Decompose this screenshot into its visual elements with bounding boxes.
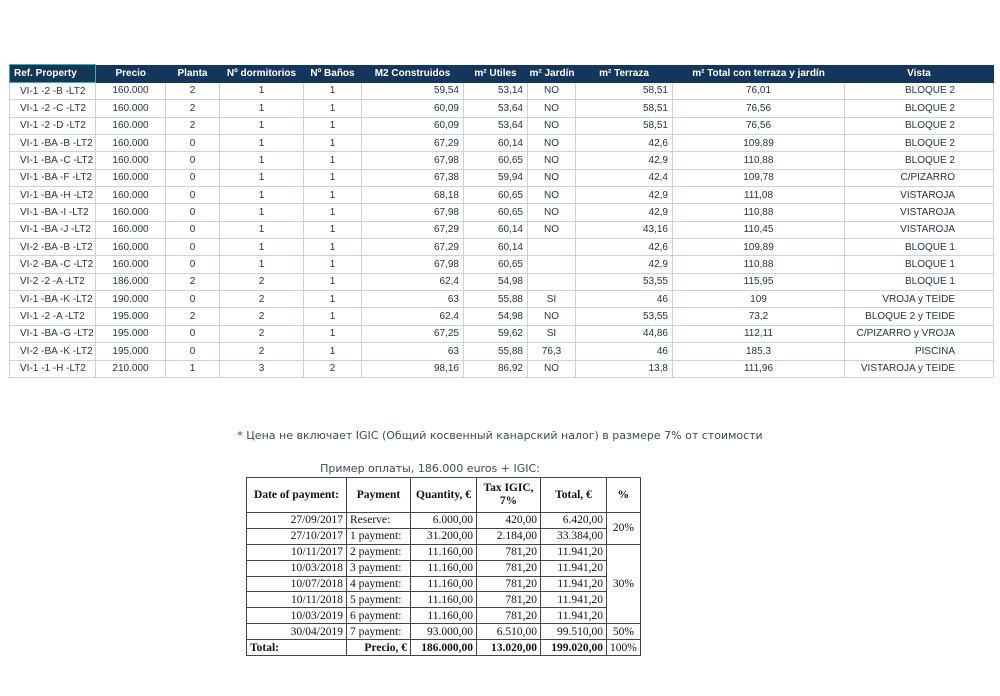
table-cell: 68,18	[362, 187, 464, 204]
table-cell: 1	[304, 169, 362, 186]
column-header: Quantity, €	[411, 478, 477, 513]
column-header: Nº dormitorios	[220, 65, 304, 83]
total-cell: 186.000,00	[411, 640, 477, 656]
table-cell: VI-1 -BA -I -LT2	[10, 204, 96, 221]
table-cell: 67,38	[362, 169, 464, 186]
table-cell: VISTAROJA	[845, 187, 994, 204]
column-header: Precio	[96, 65, 166, 83]
table-cell: 59,62	[464, 325, 528, 342]
percent-cell: 30%	[607, 544, 641, 623]
table-cell: 1	[304, 256, 362, 273]
table-cell: 11.941,20	[541, 560, 607, 576]
table-cell: 76,56	[673, 117, 845, 134]
table-cell: NO	[528, 204, 576, 221]
table-row	[10, 204, 994, 221]
table-row	[10, 343, 994, 360]
table-cell: 11.160,00	[411, 560, 477, 576]
table-cell: 99.510,00	[541, 624, 607, 640]
table-cell: 54,98	[464, 273, 528, 290]
table-cell: 2	[166, 100, 220, 117]
table-cell: 6.420,00	[541, 513, 607, 529]
table-cell: 76,01	[673, 83, 845, 100]
table-cell: VI-2 -BA -K -LT2	[10, 343, 96, 360]
total-cell: 199.020,00	[541, 640, 607, 656]
table-cell: 110,88	[673, 204, 845, 221]
table-row	[247, 560, 641, 576]
table-cell: VI-1 -BA -K -LT2	[10, 291, 96, 308]
table-row	[10, 221, 994, 238]
column-header: Total, €	[541, 478, 607, 513]
table-cell: 2	[166, 83, 220, 100]
table-cell: 67,29	[362, 135, 464, 152]
table-cell: 110,88	[673, 152, 845, 169]
table-cell: 11.941,20	[541, 544, 607, 560]
table-cell: 73,2	[673, 308, 845, 325]
table-cell: NO	[528, 308, 576, 325]
table-cell: C/PIZARRO	[845, 169, 994, 186]
column-header: m² Terraza	[576, 65, 673, 83]
table-cell: 67,98	[362, 152, 464, 169]
table-cell: 1	[304, 135, 362, 152]
total-cell: 100%	[607, 640, 641, 656]
table-cell: 195.000	[96, 325, 166, 342]
table-cell: 781,20	[477, 560, 541, 576]
table-cell: 2	[166, 273, 220, 290]
table-cell: 67,29	[362, 221, 464, 238]
table-cell: 11.160,00	[411, 608, 477, 624]
table-cell: 67,98	[362, 204, 464, 221]
table-cell: 60,65	[464, 152, 528, 169]
table-cell: 1	[220, 239, 304, 256]
table-cell: 2	[220, 273, 304, 290]
table-cell: 60,65	[464, 187, 528, 204]
table-cell: NO	[528, 83, 576, 100]
table-cell: 0	[166, 204, 220, 221]
table-cell: 160.000	[96, 100, 166, 117]
table-row	[247, 624, 641, 640]
table-cell: 53,64	[464, 100, 528, 117]
table-cell: 0	[166, 343, 220, 360]
table-cell: 11.941,20	[541, 592, 607, 608]
table-cell: 46	[576, 291, 673, 308]
table-cell: 0	[166, 169, 220, 186]
table-cell: 190.000	[96, 291, 166, 308]
table-cell: VI-2 -2 -A -LT2	[10, 273, 96, 290]
table-cell: 109,89	[673, 239, 845, 256]
column-header: Tax IGIC, 7%	[477, 478, 541, 513]
table-cell: 110,45	[673, 221, 845, 238]
table-cell: 46	[576, 343, 673, 360]
table-cell: 44,86	[576, 325, 673, 342]
table-cell: 11.160,00	[411, 592, 477, 608]
table-cell: 59,94	[464, 169, 528, 186]
table-cell: 109,89	[673, 135, 845, 152]
table-cell: BLOQUE 1	[845, 273, 994, 290]
column-header: Ref. Property	[10, 65, 96, 83]
table-cell: 60,65	[464, 204, 528, 221]
table-cell: 60,65	[464, 256, 528, 273]
table-cell: 160.000	[96, 239, 166, 256]
table-cell: 0	[166, 291, 220, 308]
table-row	[247, 576, 641, 592]
table-cell: BLOQUE 2 y TEIDE	[845, 308, 994, 325]
table-cell: 10/11/2018	[247, 592, 347, 608]
table-cell: SI	[528, 325, 576, 342]
table-cell: 42,9	[576, 187, 673, 204]
table-cell: 1	[304, 221, 362, 238]
table-row	[10, 273, 994, 290]
table-cell: 42,9	[576, 204, 673, 221]
table-cell: 27/09/2017	[247, 513, 347, 529]
table-cell: VI-1 -BA -B -LT2	[10, 135, 96, 152]
table-cell: 60,09	[362, 100, 464, 117]
table-cell: 781,20	[477, 608, 541, 624]
table-cell: VI-1 -2 -C -LT2	[10, 100, 96, 117]
table-cell: 160.000	[96, 187, 166, 204]
table-cell: 54,98	[464, 308, 528, 325]
table-cell: 67,98	[362, 256, 464, 273]
table-cell: 1	[304, 152, 362, 169]
table-cell: NO	[528, 117, 576, 134]
payment-example-title: Пример оплаты, 186.000 euros + IGIC:	[320, 462, 540, 475]
table-cell: 115,95	[673, 273, 845, 290]
table-cell: 160.000	[96, 152, 166, 169]
table-cell: 160.000	[96, 256, 166, 273]
table-cell: 53,55	[576, 308, 673, 325]
table-cell: NO	[528, 221, 576, 238]
table-cell: BLOQUE 2	[845, 117, 994, 134]
table-cell: 13,8	[576, 360, 673, 377]
table-row	[10, 117, 994, 134]
table-cell: 0	[166, 221, 220, 238]
table-cell: 1	[220, 152, 304, 169]
column-header: m² Utiles	[464, 65, 528, 83]
table-cell: 2 payment:	[347, 544, 411, 560]
table-cell: NO	[528, 152, 576, 169]
total-cell: 13.020,00	[477, 640, 541, 656]
table-cell: VI-1 -2 -D -LT2	[10, 117, 96, 134]
table-cell: 420,00	[477, 513, 541, 529]
table-cell: 6.510,00	[477, 624, 541, 640]
payment-table-header	[247, 478, 641, 513]
table-cell: 1	[220, 117, 304, 134]
table-cell: VI-1 -2 -A -LT2	[10, 308, 96, 325]
table-cell: 2	[220, 343, 304, 360]
table-cell: 111,96	[673, 360, 845, 377]
table-cell: 63	[362, 291, 464, 308]
table-cell: 1	[304, 117, 362, 134]
table-cell: 1	[220, 256, 304, 273]
table-cell: 1	[304, 187, 362, 204]
table-cell: 53,14	[464, 83, 528, 100]
table-cell: 160.000	[96, 169, 166, 186]
table-cell: SI	[528, 291, 576, 308]
payment-table	[246, 477, 641, 656]
table-cell: 1	[304, 308, 362, 325]
table-cell: 42,9	[576, 256, 673, 273]
table-cell: 10/07/2018	[247, 576, 347, 592]
table-cell: 11.160,00	[411, 576, 477, 592]
table-cell: 76,56	[673, 100, 845, 117]
table-cell: 185,3	[673, 343, 845, 360]
table-cell: 1	[166, 360, 220, 377]
table-cell: 1	[304, 83, 362, 100]
table-cell: PISCINA	[845, 343, 994, 360]
property-table-header	[10, 65, 994, 83]
table-row	[10, 239, 994, 256]
table-cell: 1	[220, 204, 304, 221]
column-header: Planta	[166, 65, 220, 83]
table-cell: 10/03/2019	[247, 608, 347, 624]
table-cell: 10/11/2017	[247, 544, 347, 560]
table-cell: 1	[304, 325, 362, 342]
table-cell: 42,4	[576, 169, 673, 186]
table-row	[10, 256, 994, 273]
table-cell: 5 payment:	[347, 592, 411, 608]
table-row	[10, 152, 994, 169]
table-cell: 2	[166, 117, 220, 134]
table-cell: 76,3	[528, 343, 576, 360]
property-table-container	[9, 64, 993, 378]
table-cell: 0	[166, 256, 220, 273]
table-cell: 109,78	[673, 169, 845, 186]
column-header: M2 Construidos	[362, 65, 464, 83]
table-cell: 186.000	[96, 273, 166, 290]
table-cell: NO	[528, 135, 576, 152]
table-cell: VI-1 -BA -J -LT2	[10, 221, 96, 238]
percent-cell: 20%	[607, 513, 641, 545]
table-cell: 6 payment:	[347, 608, 411, 624]
table-cell: 1	[220, 221, 304, 238]
table-cell: 31.200,00	[411, 528, 477, 544]
table-cell: 42,6	[576, 239, 673, 256]
table-cell: 0	[166, 135, 220, 152]
table-cell: 160.000	[96, 117, 166, 134]
table-row	[247, 544, 641, 560]
table-cell: 195.000	[96, 343, 166, 360]
table-cell: 1	[220, 169, 304, 186]
table-cell: VROJA y TEIDE	[845, 291, 994, 308]
table-cell: 3 payment:	[347, 560, 411, 576]
table-cell: VISTAROJA y TEIDE	[845, 360, 994, 377]
table-cell: 1 payment:	[347, 528, 411, 544]
table-cell: 110,88	[673, 256, 845, 273]
table-cell: 98,16	[362, 360, 464, 377]
table-cell: 2	[304, 360, 362, 377]
total-row	[247, 640, 641, 656]
table-cell: 11.941,20	[541, 608, 607, 624]
table-cell: VI-1 -2 -B -LT2	[10, 83, 96, 100]
table-row	[247, 592, 641, 608]
column-header: m² Jardín	[528, 65, 576, 83]
table-cell: 1	[220, 100, 304, 117]
table-row	[10, 187, 994, 204]
payment-table-container	[246, 477, 641, 656]
table-cell: VISTAROJA	[845, 221, 994, 238]
table-cell: VISTAROJA	[845, 204, 994, 221]
column-header: Vista	[845, 65, 994, 83]
table-row	[10, 135, 994, 152]
table-cell: 111,08	[673, 187, 845, 204]
table-cell: 59,54	[362, 83, 464, 100]
table-cell: NO	[528, 169, 576, 186]
table-cell: 2	[220, 291, 304, 308]
table-cell: 11.941,20	[541, 576, 607, 592]
table-cell: NO	[528, 360, 576, 377]
table-row	[10, 360, 994, 377]
table-cell	[528, 273, 576, 290]
table-cell: 0	[166, 325, 220, 342]
table-cell: 60,14	[464, 221, 528, 238]
table-cell: 30/04/2019	[247, 624, 347, 640]
table-cell: VI-2 -BA -C -LT2	[10, 256, 96, 273]
table-row	[247, 528, 641, 544]
table-cell: 112,11	[673, 325, 845, 342]
table-cell: 33.384,00	[541, 528, 607, 544]
table-cell: 781,20	[477, 592, 541, 608]
column-header: %	[607, 478, 641, 513]
table-cell: 1	[220, 187, 304, 204]
table-cell	[528, 239, 576, 256]
table-row	[10, 83, 994, 100]
table-cell: 195.000	[96, 308, 166, 325]
table-cell: BLOQUE 2	[845, 100, 994, 117]
table-cell: 42,6	[576, 135, 673, 152]
table-cell: 1	[304, 343, 362, 360]
table-cell: 42,9	[576, 152, 673, 169]
table-cell: 55,88	[464, 343, 528, 360]
table-cell: 62,4	[362, 308, 464, 325]
property-table	[9, 64, 994, 378]
table-cell: 58,51	[576, 83, 673, 100]
table-cell: 2.184,00	[477, 528, 541, 544]
table-row	[10, 100, 994, 117]
table-cell: 1	[304, 291, 362, 308]
table-cell: 2	[220, 308, 304, 325]
table-cell: 2	[166, 308, 220, 325]
table-cell: 60,14	[464, 135, 528, 152]
table-cell: 1	[304, 100, 362, 117]
total-cell: Total:	[247, 640, 347, 656]
table-cell: 67,25	[362, 325, 464, 342]
table-cell: 58,51	[576, 100, 673, 117]
column-header: Date of payment:	[247, 478, 347, 513]
table-cell: 0	[166, 239, 220, 256]
table-cell: 1	[220, 135, 304, 152]
table-cell: VI-2 -BA -B -LT2	[10, 239, 96, 256]
table-cell: 11.160,00	[411, 544, 477, 560]
table-cell: 55,88	[464, 291, 528, 308]
table-cell: 27/10/2017	[247, 528, 347, 544]
table-cell: 43,16	[576, 221, 673, 238]
table-row	[247, 608, 641, 624]
table-cell: 0	[166, 187, 220, 204]
table-cell: 93.000,00	[411, 624, 477, 640]
table-cell: BLOQUE 2	[845, 135, 994, 152]
table-cell: 109	[673, 291, 845, 308]
table-row	[10, 169, 994, 186]
column-header: Nº Baños	[304, 65, 362, 83]
percent-cell: 50%	[607, 624, 641, 640]
table-cell: 53,64	[464, 117, 528, 134]
table-cell: 6.000,00	[411, 513, 477, 529]
table-cell: Reserve:	[347, 513, 411, 529]
column-header: m² Total con terraza y jardín	[673, 65, 845, 83]
table-cell: BLOQUE 1	[845, 239, 994, 256]
table-cell: VI-1 -1 -H -LT2	[10, 360, 96, 377]
table-cell: 4 payment:	[347, 576, 411, 592]
table-cell: 63	[362, 343, 464, 360]
table-cell: 1	[220, 83, 304, 100]
table-cell: 67,29	[362, 239, 464, 256]
table-cell: 210.000	[96, 360, 166, 377]
table-cell: 1	[304, 273, 362, 290]
table-cell: VI-1 -BA -G -LT2	[10, 325, 96, 342]
table-cell: 10/03/2018	[247, 560, 347, 576]
table-cell: C/PIZARRO y VROJA	[845, 325, 994, 342]
table-cell: 3	[220, 360, 304, 377]
table-cell: 86,92	[464, 360, 528, 377]
table-cell	[528, 256, 576, 273]
table-cell: 2	[220, 325, 304, 342]
table-cell: BLOQUE 2	[845, 83, 994, 100]
table-cell: NO	[528, 100, 576, 117]
table-row	[10, 325, 994, 342]
table-cell: NO	[528, 187, 576, 204]
table-cell: BLOQUE 1	[845, 256, 994, 273]
table-row	[247, 513, 641, 529]
total-cell: Precio, €	[347, 640, 411, 656]
table-cell: 7 payment:	[347, 624, 411, 640]
igic-note: * Цена не включает IGIC (Общий косвенный канарский налог) в размере 7% от стоимости	[237, 429, 763, 442]
column-header: Payment	[347, 478, 411, 513]
table-cell: 1	[304, 239, 362, 256]
table-cell: VI-1 -BA -C -LT2	[10, 152, 96, 169]
table-cell: 160.000	[96, 221, 166, 238]
table-cell: 60,14	[464, 239, 528, 256]
table-cell: 781,20	[477, 576, 541, 592]
table-cell: 781,20	[477, 544, 541, 560]
table-row	[10, 308, 994, 325]
table-cell: VI-1 -BA -F -LT2	[10, 169, 96, 186]
table-cell: 0	[166, 152, 220, 169]
table-row	[10, 291, 994, 308]
table-cell: 60,09	[362, 117, 464, 134]
table-cell: 53,55	[576, 273, 673, 290]
table-cell: BLOQUE 2	[845, 152, 994, 169]
table-cell: 160.000	[96, 83, 166, 100]
table-cell: 62,4	[362, 273, 464, 290]
table-cell: VI-1 -BA -H -LT2	[10, 187, 96, 204]
table-cell: 160.000	[96, 204, 166, 221]
table-cell: 160.000	[96, 135, 166, 152]
table-cell: 1	[304, 204, 362, 221]
table-cell: 58,51	[576, 117, 673, 134]
